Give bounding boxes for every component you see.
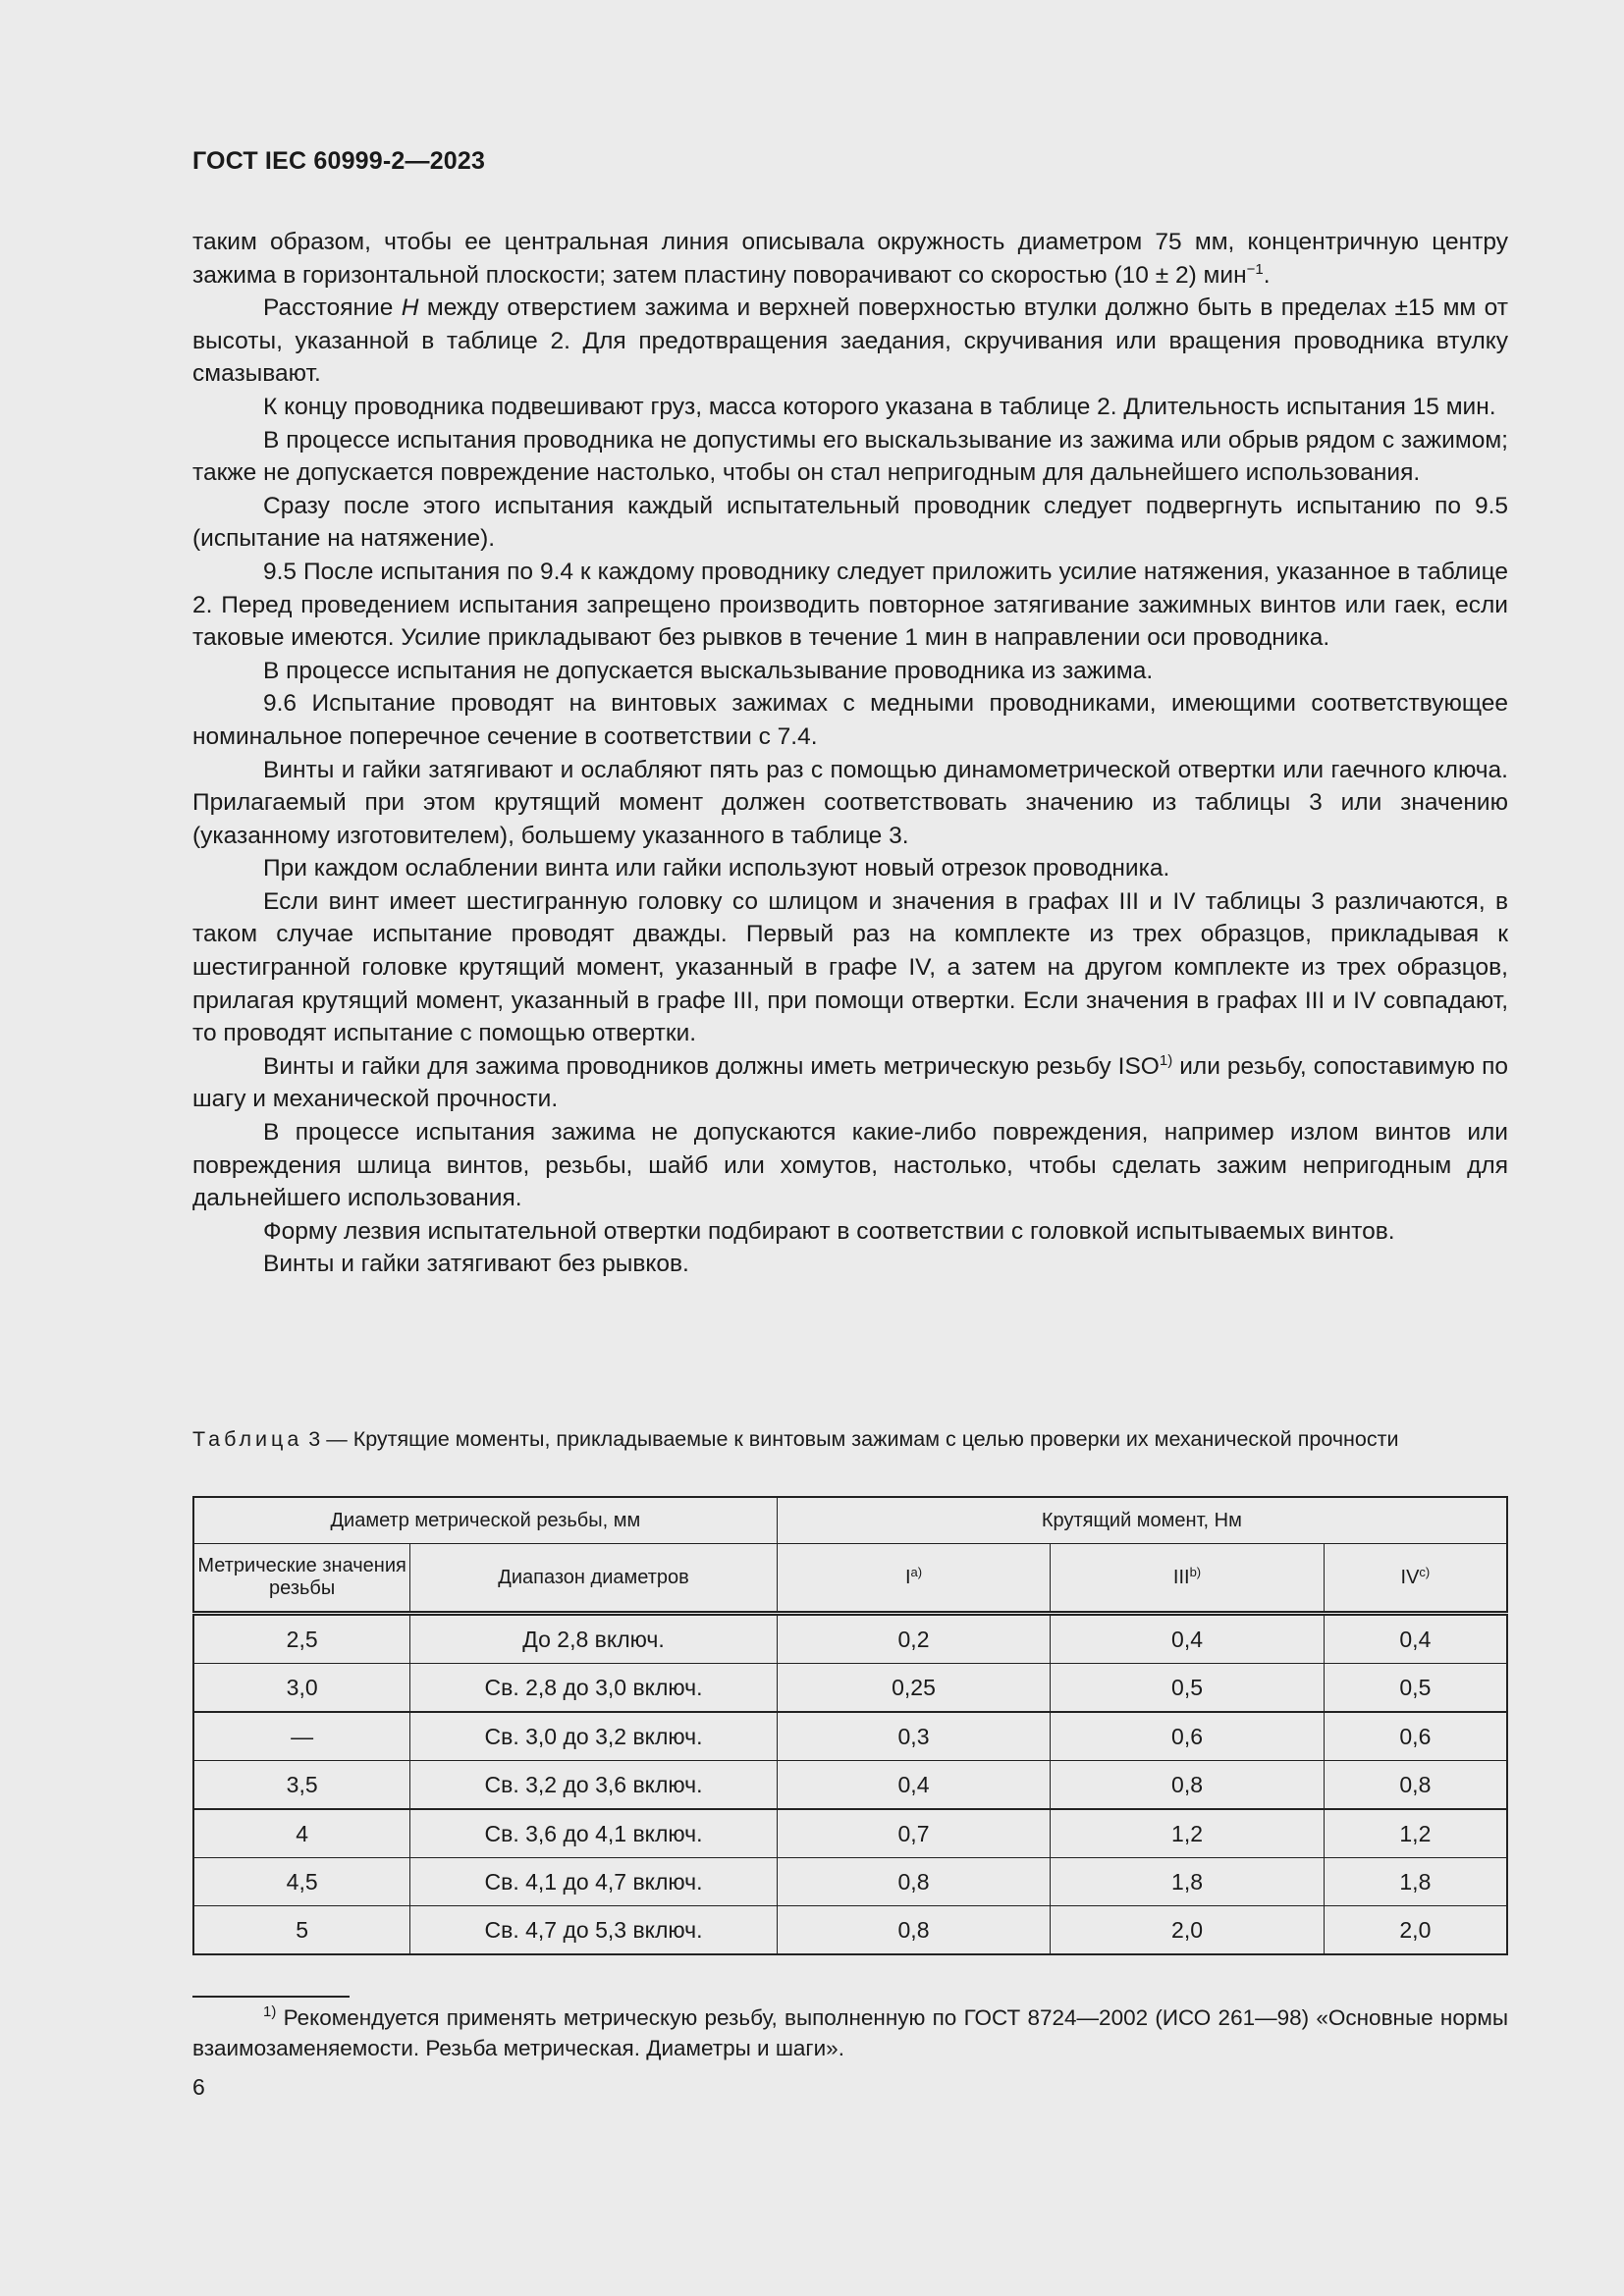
paragraph: Расстояние H между отверстием зажима и верхней поверхностью втулки должно быть в пределах ±15 мм от высоты, указанной в таблице 2. Для предотвращения заедания, скручивания или вращения проводника втулку смазывают. — [192, 294, 1508, 388]
table-row — [193, 1809, 1507, 1858]
table-cell: 4 — [193, 1809, 410, 1858]
paragraph: Сразу после этого испытания каждый испытательный проводник следует подвергнуть испытанию по 9.5 (испытание на натяжение). — [192, 492, 1508, 553]
paragraph: Форму лезвия испытательной отвертки подбирают в соответствии с головкой испытываемых винтов. — [263, 1217, 1395, 1245]
table-cell: 0,5 — [1324, 1664, 1507, 1713]
table-cell: 4,5 — [193, 1858, 410, 1906]
paragraph: 9.5 После испытания по 9.4 к каждому проводнику следует приложить усилие натяжения, указанное в таблице 2. Перед проведением испытания запрещено производить повторное затягивание зажимных винтов или гаек, если таковые имеются. Усилие прикладывают без рывков в течение 1 мин в направлении оси проводника. — [192, 558, 1508, 652]
table-cell: До 2,8 включ. — [410, 1614, 777, 1664]
footnote-separator — [192, 1996, 350, 1998]
paragraph: В процессе испытания не допускается выскальзывание проводника из зажима. — [263, 657, 1154, 684]
table-cell: 3,0 — [193, 1664, 410, 1713]
body-text — [192, 226, 1508, 1281]
table-cell: — — [193, 1712, 410, 1761]
table-cell: 0,7 — [777, 1809, 1051, 1858]
table-row — [193, 1906, 1507, 1955]
paragraph: 9.6 Испытание проводят на винтовых зажимах с медными проводниками, имеющими соответствующее номинальное поперечное сечение в соответствии с 7.4. — [192, 690, 1508, 750]
table-column-header: Диапазон диаметров — [410, 1544, 777, 1614]
table-cell: 0,8 — [777, 1906, 1051, 1955]
table-column-header: IV$^{c)}$ — [1324, 1544, 1507, 1614]
table-group-header: Крутящий момент, Нм — [777, 1497, 1507, 1544]
table-cell: 0,5 — [1051, 1664, 1325, 1713]
footnote: $^{1)}$ Рекомендуется применять метрическую резьбу, выполненную по ГОСТ 8724—2002 (ИСО 261—98) «Основные нормы взаимозаменяемости. Резьба метрическая. Диаметры и шаги». — [192, 2003, 1508, 2060]
table-row — [193, 1858, 1507, 1906]
table-cell: 1,8 — [1051, 1858, 1325, 1906]
table-cell: Св. 2,8 до 3,0 включ. — [410, 1664, 777, 1713]
page-number: 6 — [192, 2074, 205, 2100]
table-cell: 0,2 — [777, 1614, 1051, 1664]
table-cell: 2,0 — [1051, 1906, 1325, 1955]
table-cell: 0,8 — [777, 1858, 1051, 1906]
table-cell: Св. 4,1 до 4,7 включ. — [410, 1858, 777, 1906]
paragraph: В процессе испытания зажима не допускаются какие-либо повреждения, например излом винтов или повреждения шлица винтов, резьбы, шайб или хомутов, настолько, чтобы сделать зажим непригодным для дальнейшего использования. — [192, 1119, 1508, 1212]
paragraph: Если винт имеет шестигранную головку со шлицом и значения в графах III и IV таблицы 3 различаются, в таком случае испытание проводят дважды. Первый раз на комплекте из трех образцов, прикладывая к шестигранной головке крутящий момент, указанный в графе IV, а затем на другом комплекте из трех образцов, прилагая крутящий момент, указанный в графе III, при помощи отвертки. Если значения в графах III и IV совпадают, то проводят испытание с помощью отвертки. — [192, 887, 1508, 1047]
table-cell: 2,5 — [193, 1614, 410, 1664]
table-cell: 0,25 — [777, 1664, 1051, 1713]
table-cell: 1,2 — [1051, 1809, 1325, 1858]
paragraph: Винты и гайки для зажима проводников должны иметь метрическую резьбу ISO$^{1)}$ или резьбу, сопоставимую по шагу и механической прочности. — [192, 1051, 1508, 1113]
table-cell: Св. 3,6 до 4,1 включ. — [410, 1809, 777, 1858]
paragraph: В процессе испытания проводника не допустимы его выскальзывание из зажима или обрыв рядом с зажимом; также не допускается повреждение настолько, чтобы он стал непригодным для дальнейшего использования. — [192, 426, 1508, 487]
table-cell: 3,5 — [193, 1761, 410, 1810]
table-cell: 1,8 — [1324, 1858, 1507, 1906]
table-column-header: Метрические значения резьбы — [193, 1544, 410, 1614]
paragraph: К концу проводника подвешивают груз, масса которого указана в таблице 2. Длительность испытания 15 мин. — [263, 393, 1496, 420]
footnote-ref[interactable]: 1) — [1159, 1051, 1173, 1069]
footnote-marker: 1) — [263, 2003, 277, 2020]
table-caption: Таблица 3 — Крутящие моменты, прикладываемые к винтовым зажимам с целью проверки их механической прочности — [192, 1427, 1399, 1451]
paragraph: При каждом ослаблении винта или гайки используют новый отрезок проводника. — [263, 855, 1170, 882]
paragraph: Винты и гайки затягивают и ослабляют пять раз с помощью динамометрической отвертки или гаечного ключа. Прилагаемый при этом крутящий момент должен соответствовать значению из таблицы 3 или значению (указанному изготовителем), большему указанного в таблице 3. — [192, 756, 1508, 849]
table-row — [193, 1614, 1507, 1664]
paragraph: Винты и гайки затягивают без рывков. — [263, 1251, 689, 1278]
document-header-title: ГОСТ IEC 60999-2—2023 — [192, 147, 486, 175]
table-cell: Св. 3,2 до 3,6 включ. — [410, 1761, 777, 1810]
table-cell: 2,0 — [1324, 1906, 1507, 1955]
table-cell: 0,8 — [1051, 1761, 1325, 1810]
table-cell: 1,2 — [1324, 1809, 1507, 1858]
table-column-header: $I^{a)}$ — [777, 1544, 1051, 1614]
table-column-header: III$^{b)}$ — [1051, 1544, 1325, 1614]
table-cell: Св. 3,0 до 3,2 включ. — [410, 1712, 777, 1761]
table-cell: 0,4 — [1051, 1614, 1325, 1664]
table-cell: 0,3 — [777, 1712, 1051, 1761]
table-row — [193, 1712, 1507, 1761]
table-cell: 0,6 — [1324, 1712, 1507, 1761]
table-cell: 5 — [193, 1906, 410, 1955]
table-row — [193, 1664, 1507, 1713]
table-cell: 0,4 — [777, 1761, 1051, 1810]
table-cell: 0,6 — [1051, 1712, 1325, 1761]
table-cell: 0,8 — [1324, 1761, 1507, 1810]
table-group-header: Диаметр метрической резьбы, мм — [193, 1497, 777, 1544]
variable-h: H — [401, 294, 419, 322]
table-cell: Св. 4,7 до 5,3 включ. — [410, 1906, 777, 1955]
torque-table — [192, 1496, 1508, 1955]
paragraph: таким образом, чтобы ее центральная линия описывала окружность диаметром 75 мм, концентричную центру зажима в горизонтальной плоскости; затем пластину поворачивают со скоростью (10 ± 2) мин$^{-1}$. — [192, 229, 1508, 289]
table-cell: 0,4 — [1324, 1614, 1507, 1664]
table-caption-label: Таблица — [192, 1427, 303, 1451]
table-row — [193, 1761, 1507, 1810]
